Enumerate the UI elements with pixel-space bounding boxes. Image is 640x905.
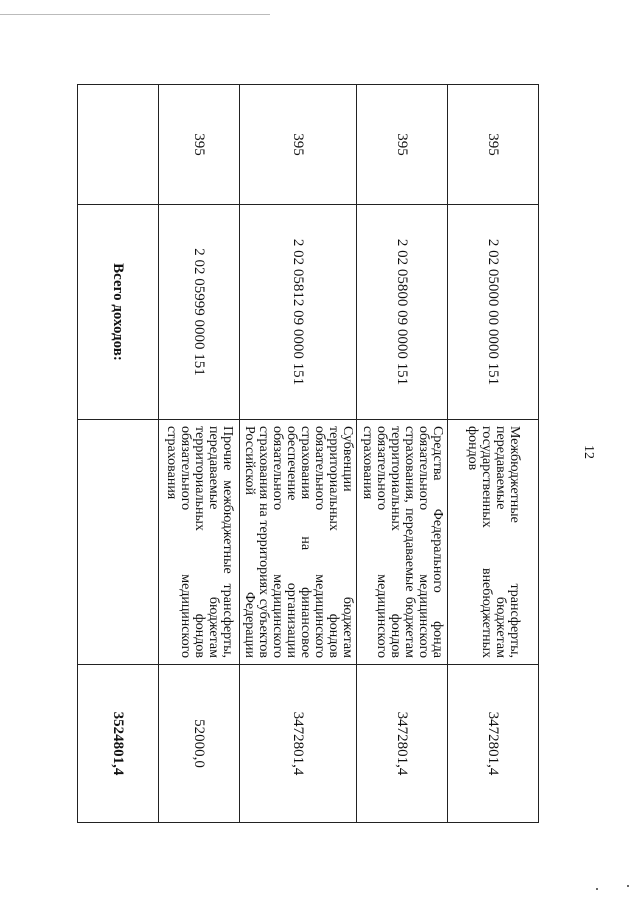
admin-code-cell: 395 xyxy=(448,85,539,205)
total-label: Всего доходов: xyxy=(78,205,159,420)
budget-code-cell: 2 02 05812 09 0000 151 xyxy=(240,205,357,420)
total-amount: 3524801,4 xyxy=(78,665,159,823)
total-row xyxy=(78,85,159,823)
revenue-name-cell xyxy=(357,420,448,665)
revenue-name-cell xyxy=(159,420,240,665)
table-row xyxy=(448,85,539,823)
admin-code-cell: 395 xyxy=(357,85,448,205)
budget-code-cell: 2 02 05999 0000 151 xyxy=(159,205,240,420)
revenue-name-text: Субвенции бюджетам территориальных фондов обязательного медицинского страхования на финансовое обеспечение организации обязательного медицинского страхования на территориях субъектов Российской Федерации xyxy=(242,426,355,658)
revenue-table xyxy=(77,84,539,823)
table-row xyxy=(159,85,240,823)
page-number: 12 xyxy=(581,445,596,459)
revenue-name-text: Прочие межбюджетные трансферты, передаваемые бюджетам территориальных фондов обязательного медицинского страхования xyxy=(164,426,235,658)
revenue-name-cell xyxy=(240,420,357,665)
rotated-table-container xyxy=(107,84,539,822)
total-empty-cell xyxy=(78,85,159,205)
revenue-name-text: Средства Федерального фонда обязательного медицинского страхования, передаваемые бюджетам территориальных фондов обязательного медицинского страхования xyxy=(360,426,445,658)
admin-code-cell: 395 xyxy=(159,85,240,205)
table-row xyxy=(240,85,357,823)
amount-cell: 3472801,4 xyxy=(240,665,357,823)
budget-code-cell: 2 02 05800 09 0000 151 xyxy=(357,205,448,420)
revenue-name-cell xyxy=(448,420,539,665)
budget-code-cell: 2 02 05000 00 0000 151 xyxy=(448,205,539,420)
total-empty-cell xyxy=(78,420,159,665)
amount-cell: 52000,0 xyxy=(159,665,240,823)
amount-cell: 3472801,4 xyxy=(448,665,539,823)
scan-speck xyxy=(627,885,629,887)
revenue-name-text: Межбюджетные трансферты, передаваемые бюджетам государственных внебюджетных фондов xyxy=(465,426,522,658)
top-edge-line xyxy=(0,14,270,15)
scan-speck xyxy=(596,888,598,890)
table-row xyxy=(357,85,448,823)
amount-cell: 3472801,4 xyxy=(357,665,448,823)
admin-code-cell: 395 xyxy=(240,85,357,205)
